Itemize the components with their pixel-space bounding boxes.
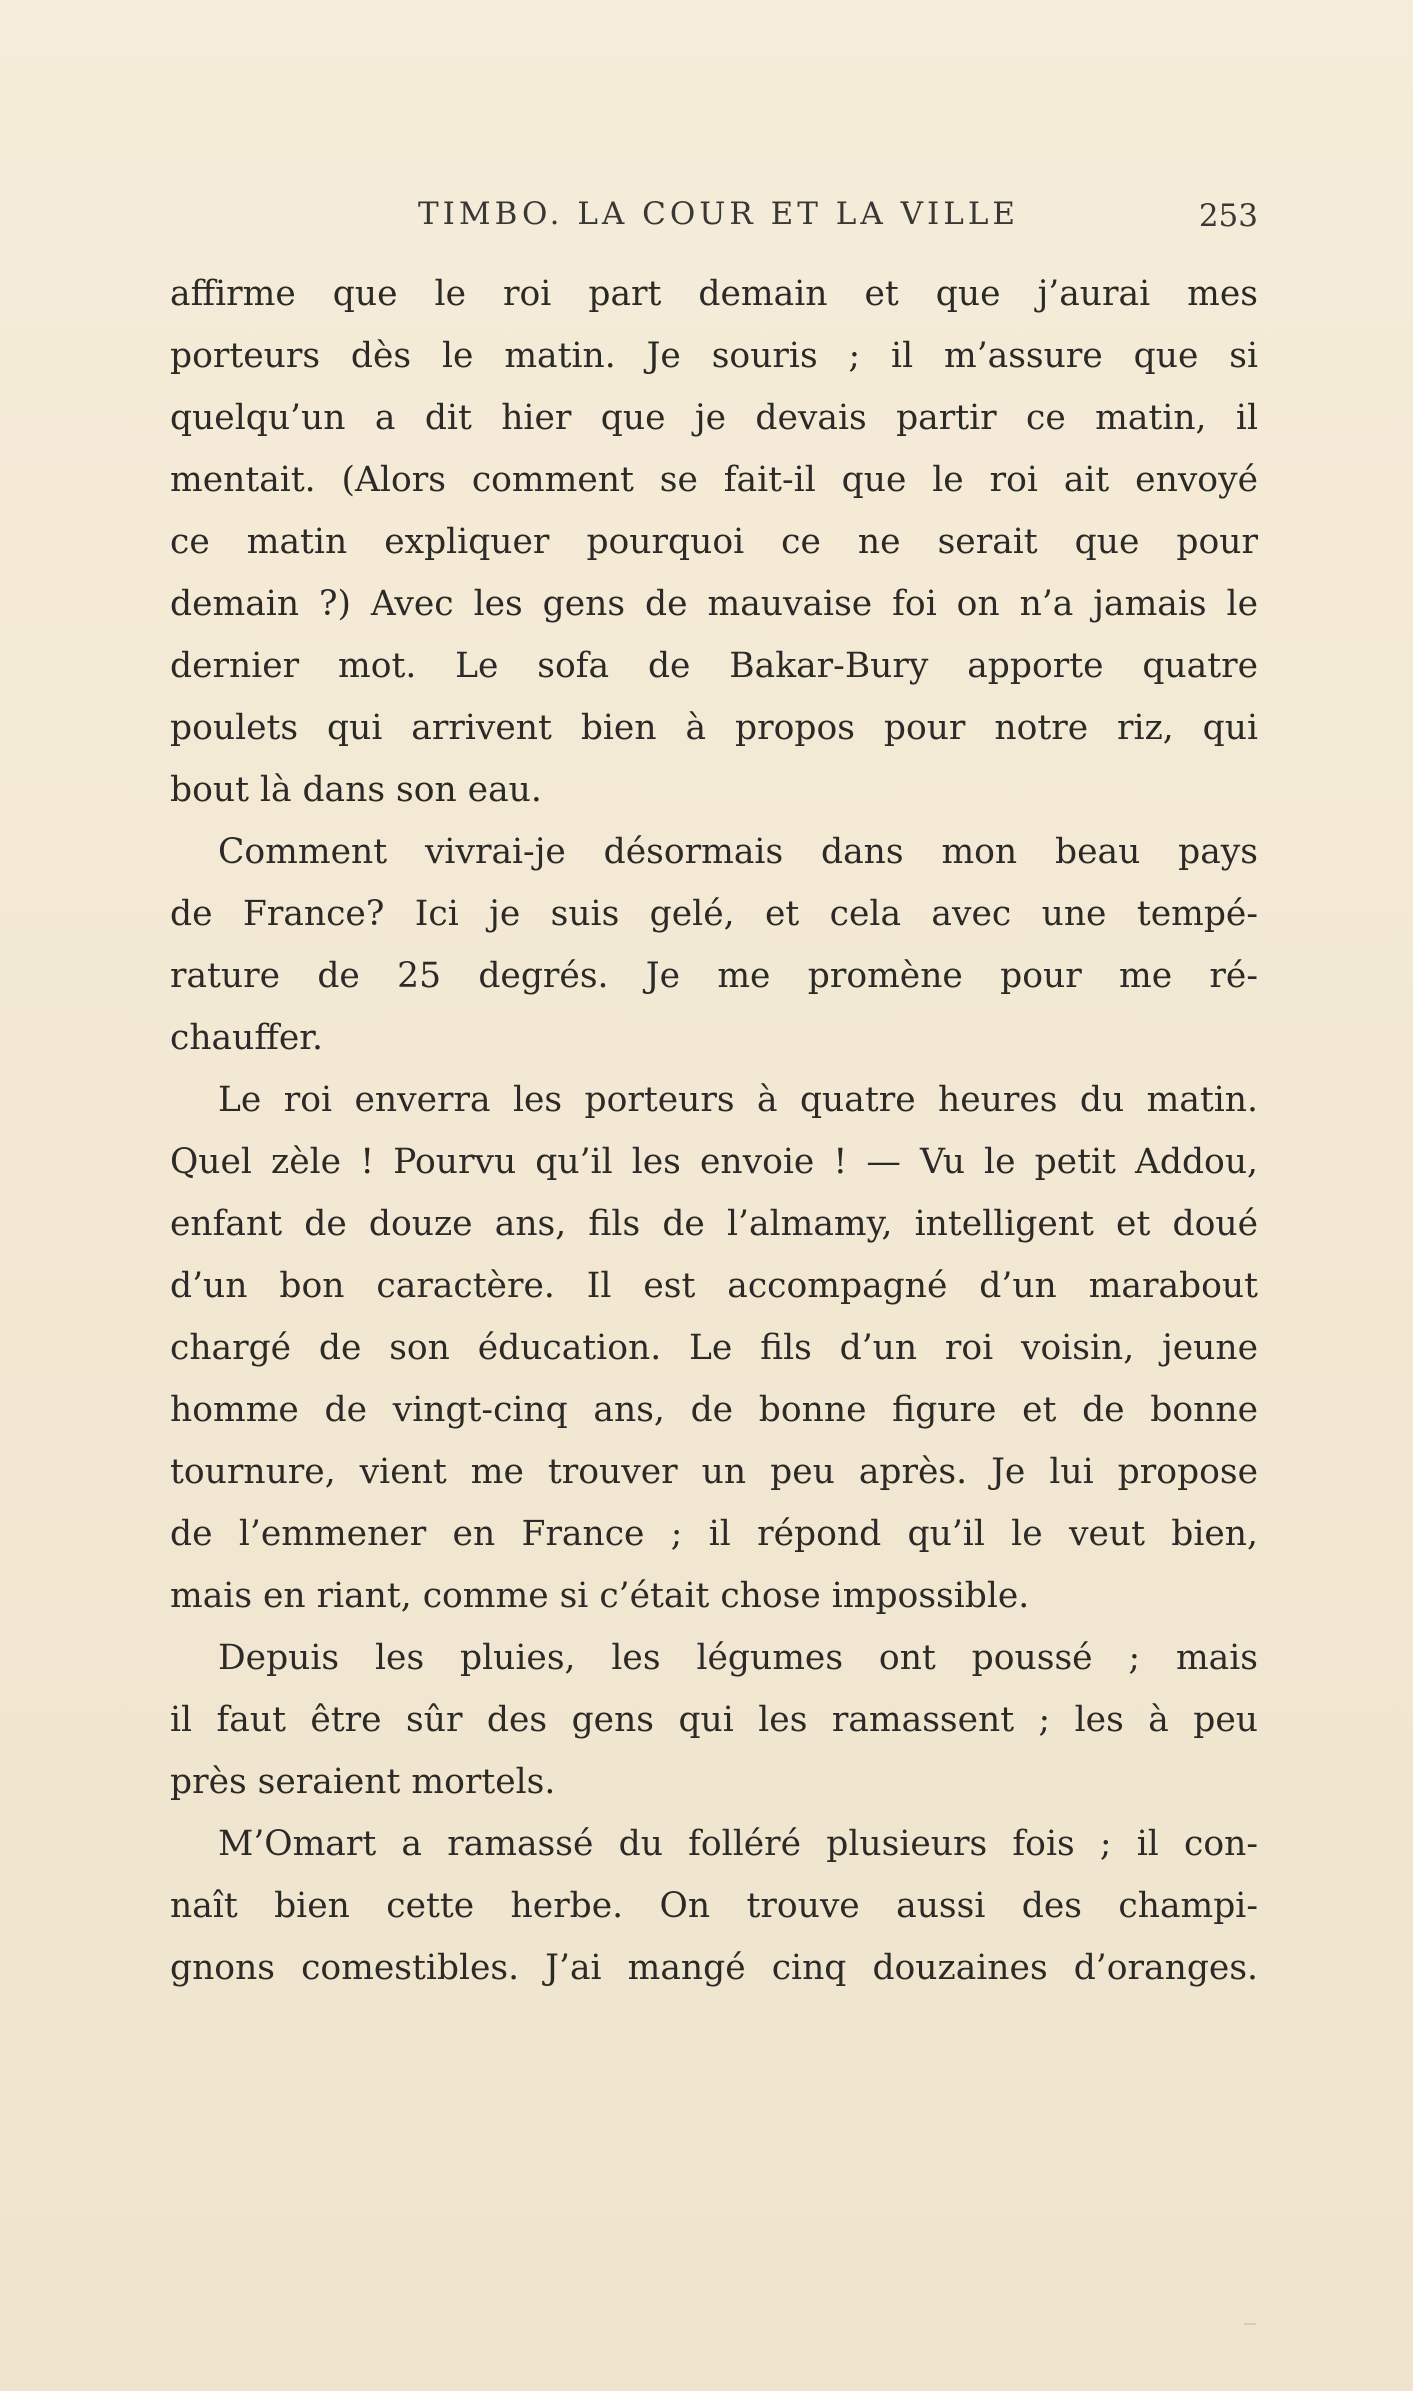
- text-line: Depuis les pluies, les légumes ont poussé ; mais: [218, 1638, 1258, 1678]
- text-line: il faut être sûr des gens qui les ramassent ; les à peu: [170, 1700, 1258, 1740]
- text-line: chargé de son éducation. Le fils d’un roi voisin, jeune: [170, 1328, 1258, 1368]
- text-line: porteurs dès le matin. Je souris ; il m’assure que si: [170, 336, 1258, 376]
- text-line: chauffer.: [170, 1018, 323, 1058]
- text-line: tournure, vient me trouver un peu après. Je lui propose: [170, 1452, 1258, 1492]
- text-line: quelqu’un a dit hier que je devais partir ce matin, il: [170, 398, 1258, 438]
- text-line: Comment vivrai-je désormais dans mon beau pays: [218, 832, 1258, 872]
- text-line: rature de 25 degrés. Je me promène pour me ré-: [170, 956, 1258, 996]
- text-line: dernier mot. Le sofa de Bakar-Bury apporte quatre: [170, 646, 1258, 686]
- text-line: mentait. (Alors comment se fait-il que le roi ait envoyé: [170, 460, 1258, 500]
- running-title: TIMBO. LA COUR ET LA VILLE: [418, 196, 1020, 232]
- text-line: près seraient mortels.: [170, 1762, 556, 1802]
- text-line: gnons comestibles. J’ai mangé cinq douzaines d’oranges.: [170, 1948, 1258, 1988]
- text-line: affirme que le roi part demain et que j’aurai mes: [170, 274, 1258, 314]
- text-line: mais en riant, comme si c’était chose impossible.: [170, 1576, 1030, 1616]
- text-line: d’un bon caractère. Il est accompagné d’un marabout: [170, 1266, 1258, 1306]
- running-head: [170, 196, 1258, 236]
- text-line: de France? Ici je suis gelé, et cela avec une tempé-: [170, 894, 1258, 934]
- text-line: de l’emmener en France ; il répond qu’il le veut bien,: [170, 1514, 1258, 1554]
- text-line: ce matin expliquer pourquoi ce ne serait que pour: [170, 522, 1258, 562]
- text-line: homme de vingt-cinq ans, de bonne figure et de bonne: [170, 1390, 1258, 1430]
- text-line: enfant de douze ans, fils de l’almamy, intelligent et doué: [170, 1204, 1258, 1244]
- text-line: poulets qui arrivent bien à propos pour notre riz, qui: [170, 708, 1258, 748]
- text-line: M’Omart a ramassé du folléré plusieurs fois ; il con-: [218, 1824, 1258, 1864]
- text-line: naît bien cette herbe. On trouve aussi des champi-: [170, 1886, 1258, 1926]
- page-number: 253: [1198, 198, 1258, 234]
- margin-mark: [1244, 2323, 1256, 2325]
- text-line: demain ?) Avec les gens de mauvaise foi on n’a jamais le: [170, 584, 1258, 624]
- text-line: Quel zèle ! Pourvu qu’il les envoie ! — Vu le petit Addou,: [170, 1142, 1258, 1182]
- text-line: bout là dans son eau.: [170, 770, 542, 810]
- text-line: Le roi enverra les porteurs à quatre heures du matin.: [218, 1080, 1258, 1120]
- body-text: [170, 263, 1258, 1999]
